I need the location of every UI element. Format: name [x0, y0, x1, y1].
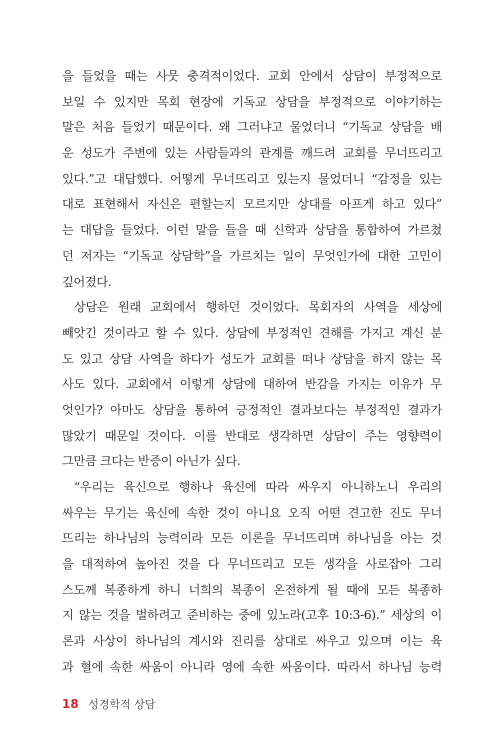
text-line: 엇인가? 아마도 상담을 통하여 긍정적인 결과보다는 부정적인 결과가: [62, 402, 442, 417]
text-line: 을 대적하여 높아진 것을 다 무너뜨리고 모든 생각을 사로잡아 그리: [62, 557, 442, 572]
text-line: 상담은 원래 교회에서 행하던 것이었다. 목회자의 사역을 세상에: [74, 300, 442, 315]
text-line: 운 성도가 주변에 있는 사람들과의 관계를 깨드려 교회를 무너뜨리고: [62, 146, 442, 161]
text-line: 을 들었을 때는 사뭇 충격적이었다. 교회 안에서 상담이 부정적으로: [62, 69, 442, 83]
running-title: 성경학적 상담: [88, 698, 156, 711]
text-line: 깊어졌다.: [62, 274, 112, 289]
text-line: 말은 처음 들었기 때문이다. 왜 그러냐고 물었더니 “기독교 상담을 배: [62, 120, 442, 135]
text-line: 많았기 때문일 것이다. 이를 반대로 생각하면 상담이 주는 영향력이: [62, 428, 442, 443]
text-line: 는 대답을 들었다. 이런 말을 들을 때 신학과 상담을 통합하여 가르쳤: [62, 223, 442, 238]
text-line: 빼앗긴 것이라고 할 수 있다. 상담에 부정적인 견해를 가지고 계신 분: [62, 325, 442, 340]
text-line: 뜨리는 하나님의 능력이라 모든 이론을 무너뜨리며 하나님을 아는 것: [62, 531, 442, 546]
text-line: 스도께 복종하게 하니 너희의 복종이 온전하게 될 때에 모든 복종하: [62, 582, 442, 597]
text-line: 도 있고 상담 사역을 하다가 성도가 교회를 떠나 상담을 하지 않는 목: [62, 351, 442, 366]
text-line: 보일 수 있지만 목회 현장에 기독교 상담을 부정적으로 이야기하는: [62, 94, 442, 109]
text-line: 대로 표현해서 자신은 편할는지 모르지만 상대를 아프게 하고 있다”: [62, 197, 442, 212]
text-line: 던 저자는 “기독교 상담학”을 가르치는 일이 무엇인가에 대한 고민이: [62, 248, 442, 263]
text-line: 지 않는 것을 벌하려고 준비하는 중에 있노라(고후 10:3-6).” 세상의 이: [62, 608, 442, 623]
page-footer: [62, 697, 155, 712]
text-line: 사도 있다. 교회에서 이렇게 상담에 대하여 반감을 가지는 이유가 무: [62, 377, 442, 392]
page-number: 18: [62, 697, 79, 711]
text-line: 그만큼 크다는 반증이 아닌가 싶다.: [62, 454, 241, 469]
page-body: [62, 64, 442, 681]
text-line: 과 혈에 속한 싸움이 아니라 영에 속한 싸움이다. 따라서 하나님 능력: [62, 659, 442, 674]
text-line: “우리는 육신으로 행하나 육신에 따라 싸우지 아니하노니 우리의: [74, 480, 442, 494]
text-line: 싸우는 무기는 육신에 속한 것이 아니요 오직 어떤 견고한 진도 무너: [62, 505, 442, 520]
text-line: 있다.”고 대답했다. 어떻게 무너뜨리고 있는지 물었더니 “감정을 있는: [62, 171, 442, 186]
text-line: 론과 사상이 하나님의 계시와 진리를 상대로 싸우고 있으며 이는 육: [62, 634, 442, 649]
